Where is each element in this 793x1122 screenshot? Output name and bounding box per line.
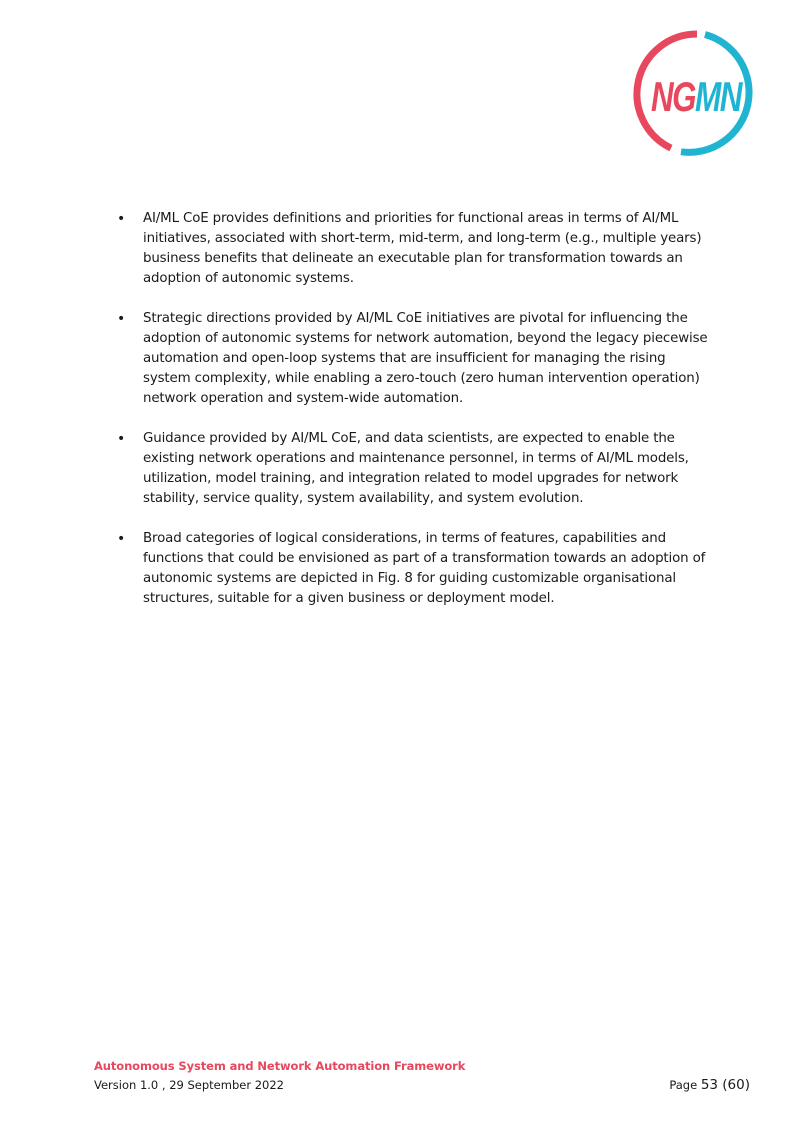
footer-title: Autonomous System and Network Automation Framework bbox=[94, 1059, 466, 1073]
list-item bbox=[112, 209, 712, 289]
logo-text-mn: MN bbox=[695, 73, 744, 120]
bullet-text: Guidance provided by AI/ML CoE, and data scientists, are expected to enable the existing network operations and maintenance personnel, in terms of AI/ML models, utilization, model training, and integration related to model upgrades for network stability, service quality, system availability, and system evolution. bbox=[143, 431, 689, 506]
page-number bbox=[669, 1077, 750, 1093]
ngmn-logo bbox=[633, 30, 761, 158]
list-item bbox=[112, 429, 712, 509]
list-item bbox=[112, 529, 712, 609]
page-number-value: 53 (60) bbox=[700, 1077, 750, 1093]
list-item bbox=[112, 309, 712, 409]
page-label: Page bbox=[669, 1078, 698, 1092]
page-footer bbox=[94, 1058, 750, 1093]
bullet-dot: • bbox=[117, 531, 126, 547]
bullet-dot: • bbox=[117, 211, 126, 227]
main-content bbox=[112, 209, 712, 629]
bullet-dot: • bbox=[117, 431, 126, 447]
bullet-dot: • bbox=[117, 311, 126, 327]
footer-version: Version 1.0 , 29 September 2022 bbox=[94, 1078, 284, 1092]
logo-text-ng: NG bbox=[651, 73, 696, 120]
bullet-text: Strategic directions provided by AI/ML CoE initiatives are pivotal for influencing the adoption of autonomic systems for network automation, beyond the legacy piecewise automation and open-loop systems that are insufficient for managing the rising system complexity, while enabling a zero-touch (zero human intervention operation) network operation and system-wide automation. bbox=[143, 311, 708, 406]
bullet-text: Broad categories of logical considerations, in terms of features, capabilities and functions that could be envisioned as part of a transformation towards an adoption of autonomic systems are depicted in Fig. 8 for guiding customizable organisational structures, suitable for a given business or deployment model. bbox=[143, 531, 706, 606]
bullet-text: AI/ML CoE provides definitions and priorities for functional areas in terms of AI/ML initiatives, associated with short-term, mid-term, and long-term (e.g., multiple years) business benefits that delineate an executable plan for transformation towards an adoption of autonomic systems. bbox=[143, 211, 702, 286]
bullet-list bbox=[112, 209, 712, 609]
